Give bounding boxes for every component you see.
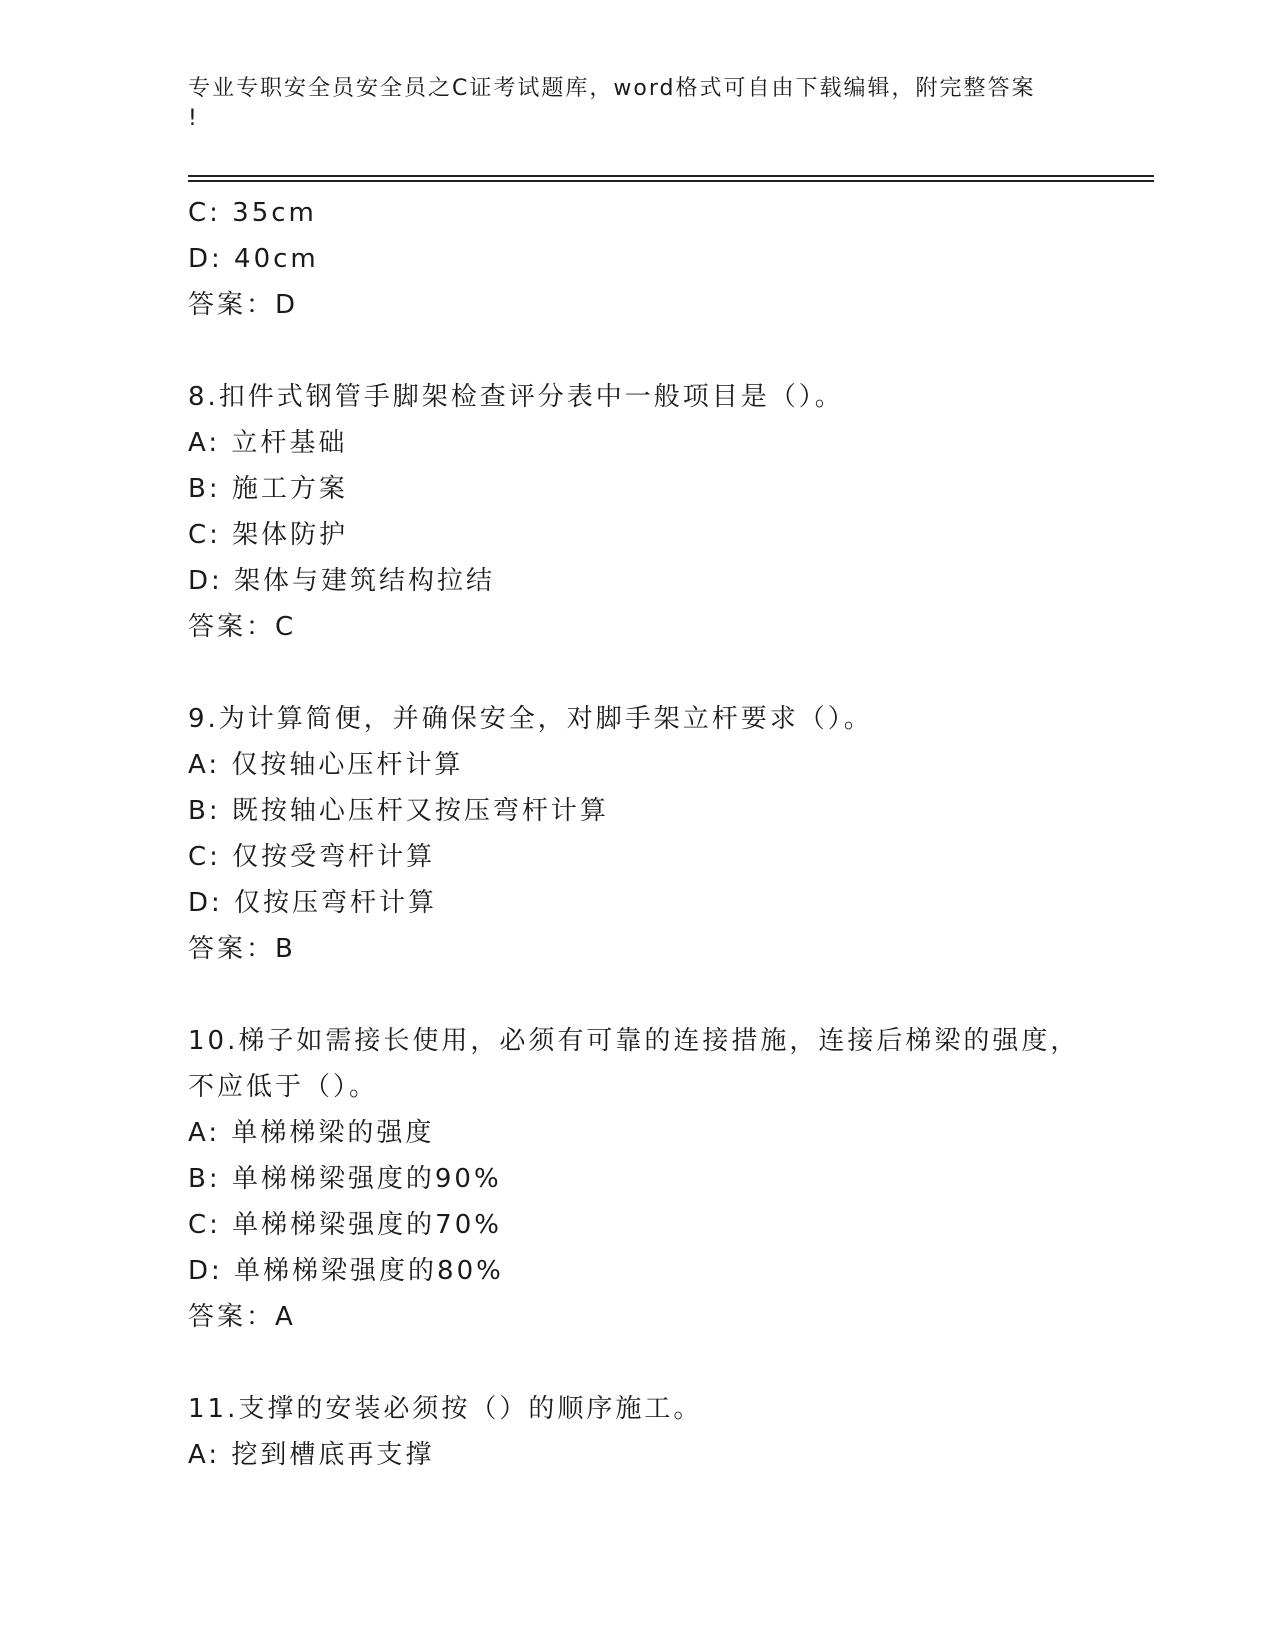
option-b: B: 既按轴心压杆又按压弯杆计算 (188, 796, 609, 826)
spacer (188, 1340, 1148, 1386)
spacer (188, 650, 1148, 696)
question-text: 10.梯子如需接长使用，必须有可靠的连接措施，连接后梯梁的强度， (188, 1026, 1080, 1056)
spacer (188, 972, 1148, 1018)
answer: 答案：B (188, 934, 296, 964)
option-c: C: 单梯梯梁强度的70% (188, 1210, 502, 1240)
question-text: 9.为计算简便，并确保安全，对脚手架立杆要求（）。 (188, 704, 873, 734)
option-b: B: 单梯梯梁强度的90% (188, 1164, 502, 1194)
question-list (188, 190, 1148, 1478)
question-block-11 (188, 1386, 1148, 1478)
question-block-9 (188, 696, 1148, 972)
answer: 答案：C (188, 612, 297, 642)
question-text-continuation: 不应低于（）。 (188, 1072, 379, 1102)
spacer (188, 328, 1148, 374)
document-header-title-continuation: ! (188, 106, 199, 131)
header-rule-top (188, 175, 1154, 177)
question-block-8 (188, 374, 1148, 650)
option-a: A: 仅按轴心压杆计算 (188, 750, 464, 780)
option-a: A: 挖到槽底再支撑 (188, 1440, 435, 1470)
question-block-10 (188, 1018, 1148, 1340)
document-header-title: 专业专职安全员安全员之C证考试题库，word格式可自由下载编辑，附完整答案 (188, 76, 1036, 101)
option-c: C: 架体防护 (188, 520, 349, 550)
question-text: 11.支撑的安装必须按（）的顺序施工。 (188, 1394, 703, 1424)
option-d: D: 架体与建筑结构拉结 (188, 566, 496, 596)
option-d: D: 仅按压弯杆计算 (188, 888, 438, 918)
header-rule-bottom (188, 180, 1154, 182)
option-a: A: 立杆基础 (188, 428, 348, 458)
answer: 答案：D (188, 290, 299, 320)
option-b: B: 施工方案 (188, 474, 348, 504)
question-text: 8.扣件式钢管手脚架检查评分表中一般项目是（）。 (188, 382, 844, 412)
answer: 答案：A (188, 1302, 296, 1332)
option-a: A: 单梯梯梁的强度 (188, 1118, 435, 1148)
question-block-7 (188, 190, 1148, 328)
option-c: C: 35cm (188, 198, 317, 228)
option-d: D: 单梯梯梁强度的80% (188, 1256, 504, 1286)
option-d: D: 40cm (188, 244, 319, 274)
option-c: C: 仅按受弯杆计算 (188, 842, 436, 872)
